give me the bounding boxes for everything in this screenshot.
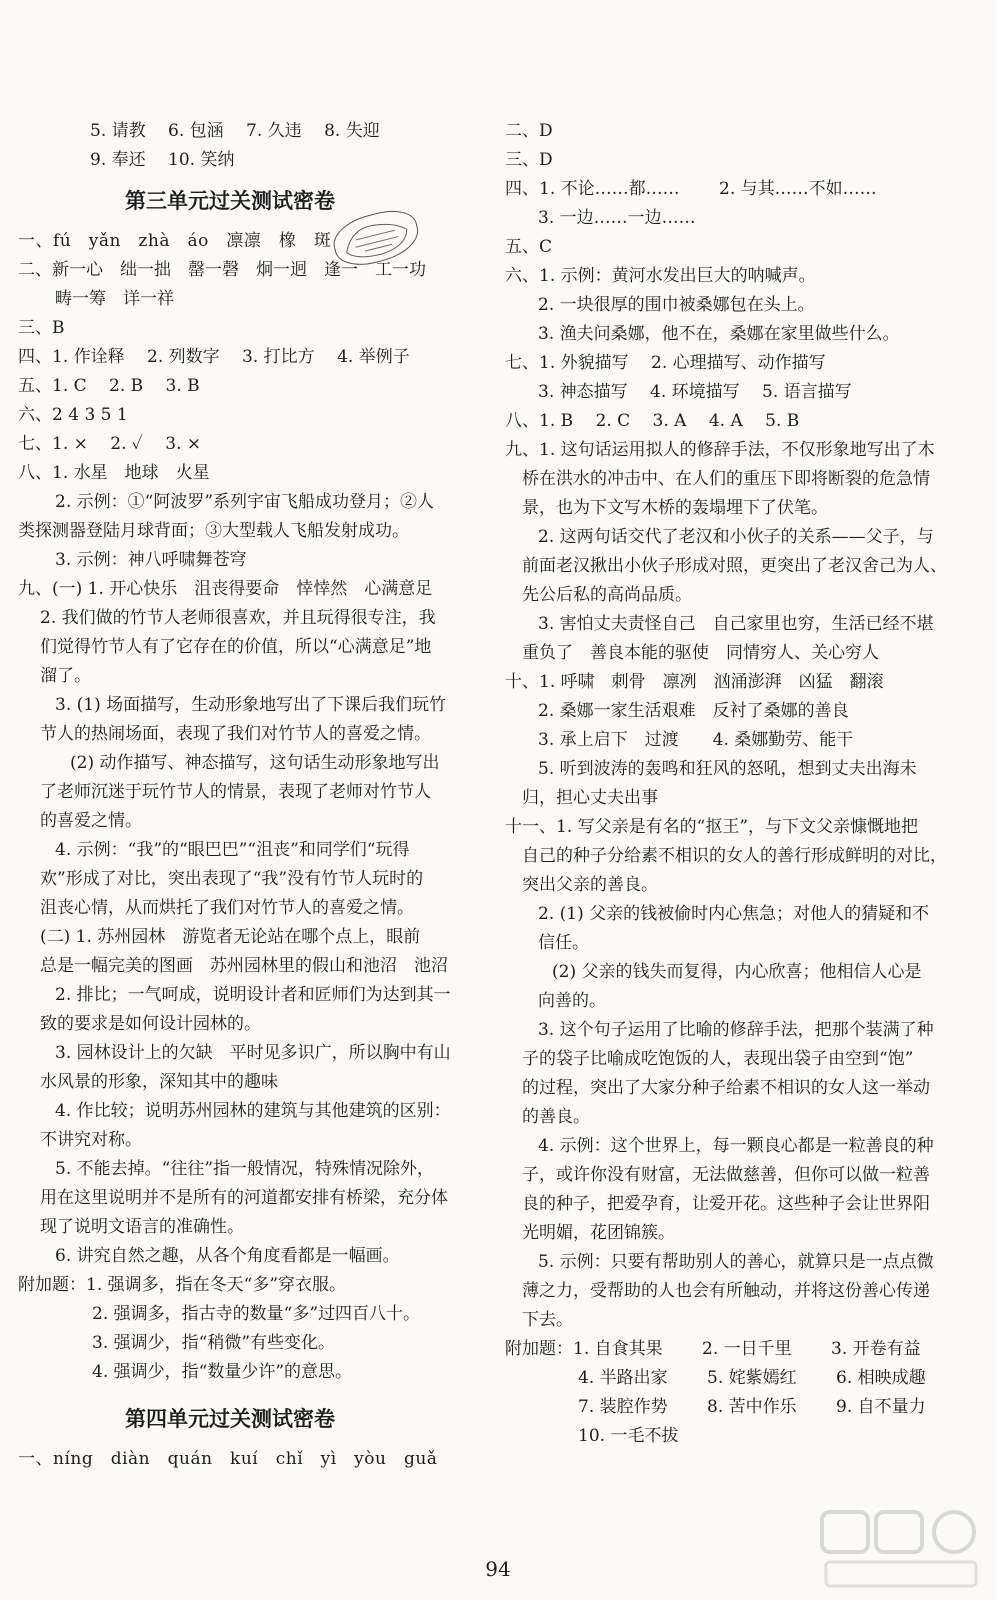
answer-line: 前面老汉揪出小伙子形成对照，更突出了老汉舍己为人、 [522,556,947,576]
answer-line: 二、D [505,121,553,141]
answer-line: 沮丧心情，从而烘托了我们对竹节人的喜爱之情。 [40,898,414,918]
answer-line: 5. 请教 6. 包涵 7. 久违 8. 失迎 [90,121,380,141]
answer-line: 4. 示例：“我”的“眼巴巴”“沮丧”和同学们“玩得 [55,840,410,860]
answer-line: 八、1. 水星 地球 火星 [18,463,210,483]
answer-line: 信任。 [538,933,589,953]
answer-line: 自己的种子分给素不相识的女人的善行形成鲜明的对比， [522,846,947,866]
answer-line: 四、1. 不论……都…… 2. 与其……不如…… [505,179,877,199]
answer-line: 九、(一) 1. 开心快乐 沮丧得要命 悻悻然 心满意足 [18,579,433,599]
answer-line: 八、1. B 2. C 3. A 4. A 5. B [505,411,800,431]
answer-line: 用在这里说明并不是所有的河道都安排有桥梁，充分体 [40,1188,448,1208]
answer-line: 3. 示例：神八呼啸舞苍穹 [55,550,247,570]
page-number: 94 [485,1557,511,1581]
answer-line: 二、新一心 绌一拙 罄一磬 炯一迥 逢一 工一功 [18,260,426,280]
answer-line: 2. 这两句话交代了老汉和小伙子的关系——父子，与 [538,527,934,547]
answer-line: 五、1. C 2. B 3. B [18,376,200,396]
answer-line: 3. 强调少，指“稍微”有些变化。 [92,1333,336,1353]
answer-line: 3. 园林设计上的欠缺 平时见多识广，所以胸中有山 [55,1043,451,1063]
answer-line: 5. 示例：只要有帮助别人的善心，就算只是一点点微 [538,1252,934,1272]
answer-line: 2. 一块很厚的围巾被桑娜包在头上。 [538,295,815,315]
answer-line: 归，担心丈夫出事 [522,788,658,808]
watermark-logo-icon [816,1506,986,1592]
answer-line: 2. 桑娜一家生活艰难 反衬了桑娜的善良 [538,701,849,721]
answer-line: (二) 1. 苏州园林 游览者无论站在哪个点上，眼前 [40,927,421,947]
answer-line: 3. 这个句子运用了比喻的修辞手法，把那个装满了种 [538,1020,934,1040]
answer-line: 2. 排比；一气呵成，说明设计者和匠师们为达到其一 [55,985,451,1005]
answer-line: 的善良。 [522,1107,590,1127]
answer-line: 子的袋子比喻成吃饱饭的人，表现出袋子由空到“饱” [522,1049,914,1069]
answer-line: 三、D [505,150,553,170]
answer-line: 六、2 4 3 5 1 [18,405,128,425]
answer-line: 先公后私的高尚品质。 [522,585,692,605]
answer-line: 5. 不能去掉。“往往”指一般情况，特殊情况除外， [55,1159,435,1179]
answer-line: 欢”形成了对比，突出表现了“我”没有竹节人玩时的 [40,869,424,889]
answer-line: 五、C [505,237,553,257]
answer-line: 一、fú yǎn zhà áo 凛凛 橡 斑 [18,231,332,251]
answer-line: 桥在洪水的冲击中、在人们的重压下即将断裂的危急情 [522,469,930,489]
answer-line: 3. 渔夫问桑娜，他不在，桑娜在家里做些什么。 [538,324,900,344]
answer-line: 10. 一毛不拔 [578,1426,679,1446]
answer-line: 了老师沉迷于玩竹节人的情景，表现了老师对竹节人 [40,782,431,802]
answer-line: 3. (1) 场面描写，生动形象地写出了下课后我们玩竹 [55,695,447,715]
answer-line: 们觉得竹节人有了它存在的价值，所以“心满意足”地 [40,637,432,657]
answer-line: 不讲究对称。 [40,1130,142,1150]
answer-line: 现了说明文语言的准确性。 [40,1217,244,1237]
answer-line: (2) 父亲的钱失而复得，内心欣喜；他相信人心是 [552,962,922,982]
answer-line: 2. 示例：①“阿波罗”系列宇宙飞船成功登月；②人 [55,492,435,512]
answer-line: 七、1. × 2. ✓ 3. × [18,434,202,454]
answer-line: 6. 讲究自然之趣，从各个角度看都是一幅画。 [55,1246,400,1266]
answer-line: 9. 奉还 10. 笑纳 [90,150,235,170]
section-heading: 第四单元过关测试密卷 [125,1407,335,1431]
answer-line: 向善的。 [538,991,606,1011]
section-heading: 第三单元过关测试密卷 [125,189,335,213]
answer-line: 的过程，突出了大家分种子给素不相识的女人这一举动 [522,1078,930,1098]
answer-line: 薄之力，受帮助的人也会有所触动，并将这份善心传递 [522,1281,930,1301]
answer-line: 致的要求是如何设计园林的。 [40,1014,261,1034]
answer-line: 4. 半路出家 5. 姹紫嫣红 6. 相映成趣 [578,1368,926,1388]
answer-line: 的喜爱之情。 [40,811,142,831]
answer-line: 5. 听到波涛的轰鸣和狂风的怒吼，想到丈夫出海未 [538,759,917,779]
answer-line: 水风景的形象，深知其中的趣味 [40,1072,278,1092]
answer-line: 十、1. 呼啸 刺骨 凛冽 汹涌澎湃 凶猛 翻滚 [505,672,884,692]
answer-line: 类探测器登陆月球背面；③大型载人飞船发射成功。 [18,521,409,541]
answer-line: 重负了 善良本能的驱使 同情穷人、关心穷人 [522,643,879,663]
answer-line: 一、níng diàn quán kuí chǐ yì yòu guǎ [18,1449,438,1469]
answer-line: 突出父亲的善良。 [522,875,658,895]
answer-line: 子，或许你没有财富，无法做慈善，但你可以做一粒善 [522,1165,930,1185]
answer-line: 下去。 [522,1310,573,1330]
answer-line: 2. 我们做的竹节人老师很喜欢，并且玩得很专注，我 [40,608,436,628]
answer-line: 九、1. 这句话运用拟人的修辞手法，不仅形象地写出了木 [505,440,935,460]
answer-line: 光明媚，花团锦簇。 [522,1223,675,1243]
answer-line: 六、1. 示例：黄河水发出巨大的呐喊声。 [505,266,816,286]
answer-line: 附加题：1. 自食其果 2. 一日千里 3. 开卷有益 [505,1339,921,1359]
answer-line: 良的种子，把爱孕育，让爱开花。这些种子会让世界阳 [522,1194,930,1214]
answer-line: 7. 装腔作势 8. 苦中作乐 9. 自不量力 [578,1397,926,1417]
answer-line: 4. 示例：这个世界上，每一颗良心都是一粒善良的种 [538,1136,934,1156]
answer-line: 四、1. 作诠释 2. 列数字 3. 打比方 4. 举例子 [18,347,410,367]
answer-line: 十一、1. 写父亲是有名的“抠王”，与下文父亲慷慨地把 [505,817,919,837]
answer-line: 畴一筹 详一祥 [55,289,174,309]
answer-line: 七、1. 外貌描写 2. 心理描写、动作描写 [505,353,826,373]
answer-line: 三、B [18,318,65,338]
answer-line: 4. 作比较；说明苏州园林的建筑与其他建筑的区别： [55,1101,451,1121]
answer-line: 景，也为下文写木桥的轰塌埋下了伏笔。 [522,498,828,518]
answer-line: 溜了。 [40,666,91,686]
answer-line: (2) 动作描写、神态描写，这句话生动形象地写出 [70,753,440,773]
answer-line: 3. 害怕丈夫责怪自己 自己家里也穷，生活已经不堪 [538,614,934,634]
answer-line: 3. 神态描写 4. 环境描写 5. 语言描写 [538,382,852,402]
answer-line: 2. (1) 父亲的钱被偷时内心焦急；对他人的猜疑和不 [538,904,930,924]
answer-line: 3. 承上启下 过渡 4. 桑娜勤劳、能干 [538,730,854,750]
answer-line: 2. 强调多，指古寺的数量“多”过四百八十。 [92,1304,421,1324]
answer-line: 3. 一边……一边…… [538,208,696,228]
answer-line: 节人的热闹场面，表现了我们对竹节人的喜爱之情。 [40,724,431,744]
answer-line: 总是一幅完美的图画 苏州园林里的假山和池沼 池沼 [40,956,448,976]
answer-line: 附加题：1. 强调多，指在冬天“多”穿衣服。 [18,1275,347,1295]
answer-line: 4. 强调少，指“数量少许”的意思。 [92,1362,353,1382]
